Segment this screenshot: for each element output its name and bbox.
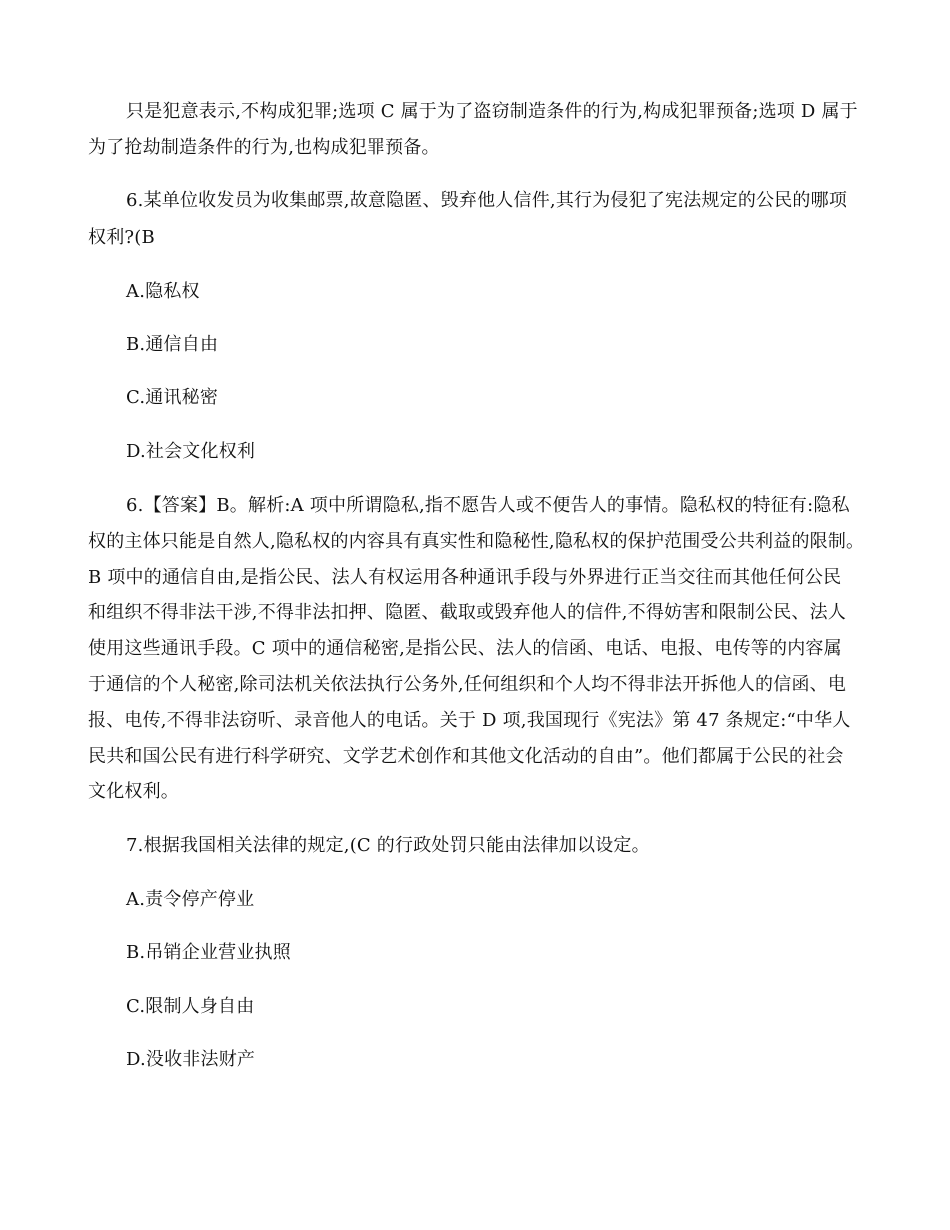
option-d: D.没收非法财产: [126, 1049, 256, 1070]
answer-6-line: 报、电传,不得非法窃听、录音他人的电话。关于 D 项,我国现行《宪法》第 47 条规定:“中华人: [88, 710, 851, 731]
answer-6-line: B 项中的通信自由,是指公民、法人有权运用各种通讯手段与外界进行正当交往而其他任何公民: [88, 567, 842, 588]
option-c: C.通讯秘密: [126, 387, 219, 408]
option-b: B.通信自由: [126, 334, 219, 355]
question-7-line: 7.根据我国相关法律的规定,(C 的行政处罚只能由法律加以设定。: [126, 835, 650, 856]
answer-6-line: 权的主体只能是自然人,隐私权的内容具有真实性和隐秘性,隐私权的保护范围受公共利益的限制。: [88, 531, 865, 552]
question-6-line: 权利?(B: [88, 227, 155, 248]
question-6-line: 6.某单位收发员为收集邮票,故意隐匿、毁弃他人信件,其行为侵犯了宪法规定的公民的哪项: [126, 190, 848, 211]
option-a: A.隐私权: [126, 281, 200, 302]
answer-6-line: 6.【答案】B。解析:A 项中所谓隐私,指不愿告人或不便告人的事情。隐私权的特征有:隐私: [126, 495, 850, 516]
answer-6-line: 和组织不得非法干涉,不得非法扣押、隐匿、截取或毁弃他人的信件,不得妨害和限制公民、法人: [88, 602, 847, 623]
paragraph-line: 只是犯意表示,不构成犯罪;选项 C 属于为了盗窃制造条件的行为,构成犯罪预备;选项 D 属于: [126, 101, 858, 122]
answer-6-line: 民共和国公民有进行科学研究、文学艺术创作和其他文化活动的自由”。他们都属于公民的社会: [88, 746, 844, 767]
option-c: C.限制人身自由: [126, 996, 255, 1017]
option-b: B.吊销企业营业执照: [126, 942, 291, 963]
paragraph-line: 为了抢劫制造条件的行为,也构成犯罪预备。: [88, 137, 440, 158]
option-a: A.责令停产停业: [126, 889, 255, 910]
answer-6-line: 于通信的个人秘密,除司法机关依法执行公务外,任何组织和个人均不得非法开拆他人的信函、电: [88, 674, 847, 695]
answer-6-line: 使用这些通讯手段。C 项中的通信秘密,是指公民、法人的信函、电话、电报、电传等的内容属: [88, 638, 842, 659]
answer-6-line: 文化权利。: [88, 781, 179, 802]
option-d: D.社会文化权利: [126, 441, 256, 462]
